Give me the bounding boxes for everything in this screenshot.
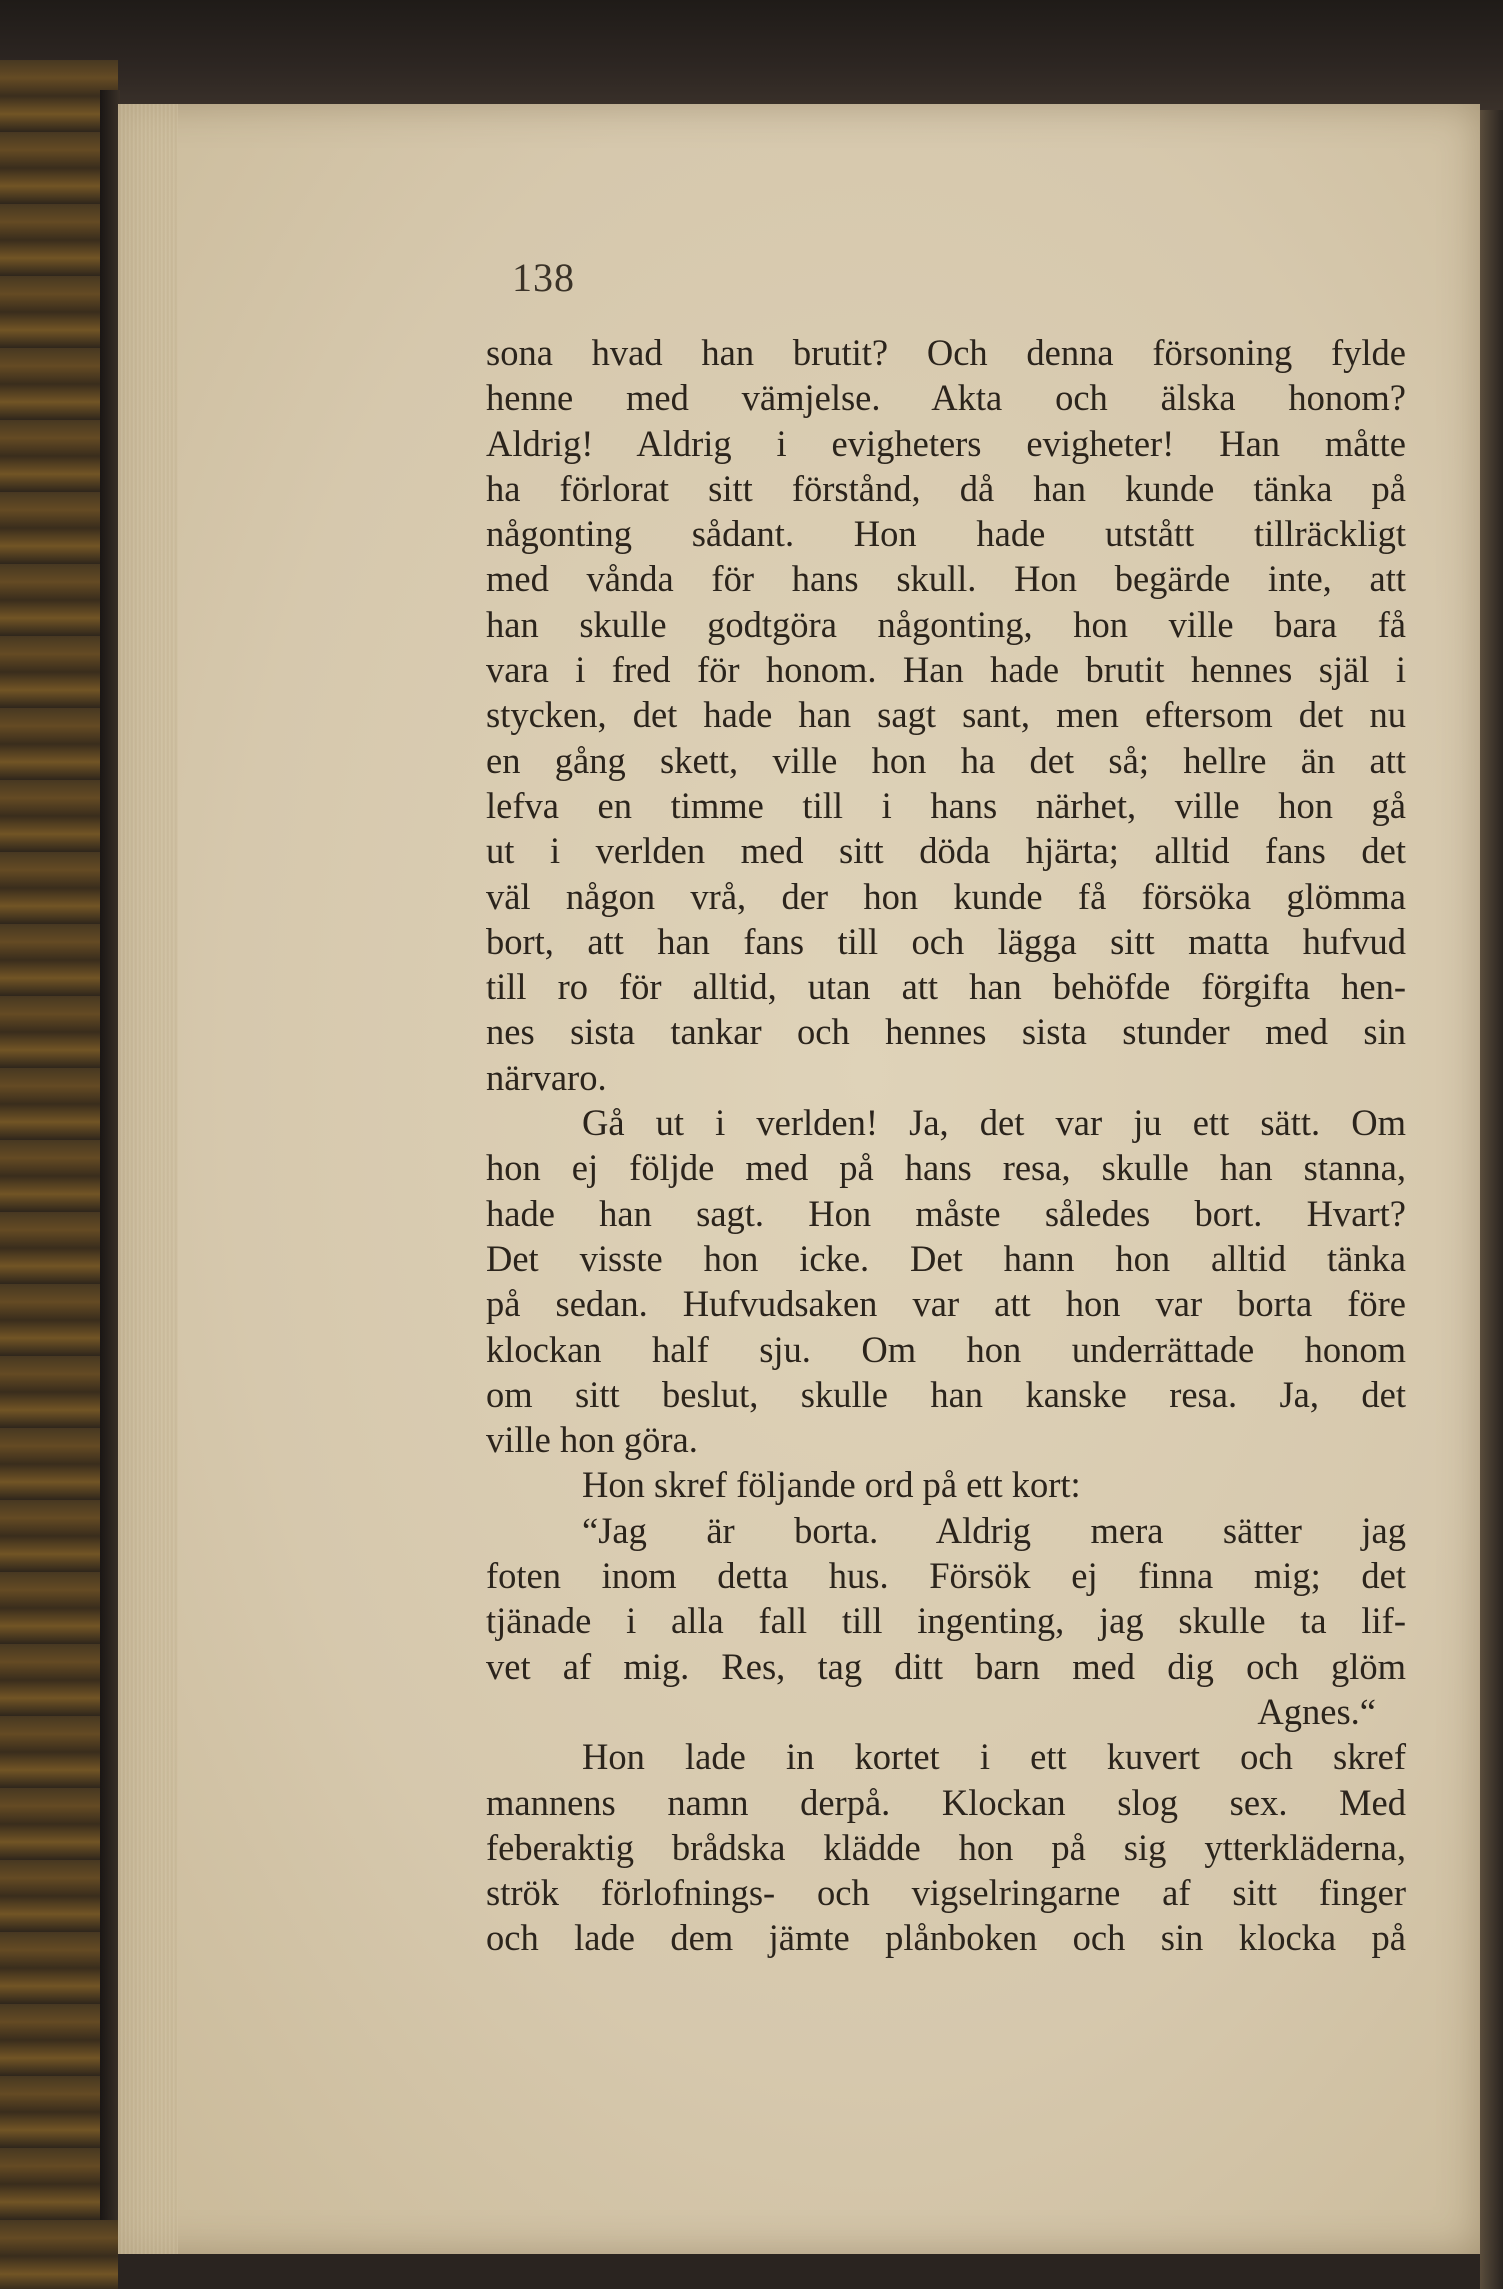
text-line: bort, att han fans till och lägga sitt matta hufvud: [486, 920, 1406, 962]
text-line: strök förlofnings- och vigselringarne af sitt finger: [486, 1872, 1406, 1914]
text-line: och lade dem jämte plånboken och sin klocka på: [486, 1917, 1406, 1959]
text-line: lefva en timme till i hans närhet, ville hon gå: [486, 784, 1406, 826]
text-line: en gång skett, ville hon ha det så; hellre än att: [486, 739, 1406, 781]
text-line: väl någon vrå, der hon kunde få försöka glömma: [486, 875, 1406, 917]
page-stack-edges: [118, 104, 178, 2254]
spine-shadow: [100, 90, 120, 2220]
text-line: stycken, det hade han sagt sant, men eftersom det nu: [486, 694, 1406, 736]
text-line: närvaro.: [486, 1056, 607, 1098]
text-line: henne med vämjelse. Akta och älska honom?: [486, 377, 1406, 419]
text-line: ville hon göra.: [486, 1419, 698, 1461]
text-line: med vånda för hans skull. Hon begärde inte, att: [486, 558, 1406, 600]
text-line: till ro för alltid, utan att han behöfde förgifta hen-: [486, 966, 1406, 1008]
text-line: klockan half sju. Om hon underrättade honom: [486, 1328, 1406, 1370]
text-line: feberaktig brådska klädde hon på sig ytterkläderna,: [486, 1826, 1406, 1868]
text-line: Aldrig! Aldrig i evigheters evigheter! Han måtte: [486, 422, 1406, 464]
text-line: ha förlorat sitt förstånd, då han kunde tänka på: [486, 467, 1406, 509]
text-line: “Jag är borta. Aldrig mera sätter jag: [582, 1509, 1406, 1551]
text-line: Hon skref följande ord på ett kort:: [582, 1464, 1081, 1506]
text-line: vara i fred för honom. Han hade brutit hennes själ i: [486, 649, 1406, 691]
text-line: ut i verlden med sitt döda hjärta; alltid fans det: [486, 830, 1406, 872]
text-line: tjänade i alla fall till ingenting, jag skulle ta lif-: [486, 1600, 1406, 1642]
text-line: han skulle godtgöra någonting, hon ville bara få: [486, 603, 1406, 645]
text-line: foten inom detta hus. Försök ej finna mig; det: [486, 1555, 1406, 1597]
text-line: hon ej följde med på hans resa, skulle han stanna,: [486, 1147, 1406, 1189]
text-line: någonting sådant. Hon hade utstått tillräckligt: [486, 513, 1406, 555]
text-line-signature: Agnes.“: [1257, 1690, 1376, 1732]
page-right-edge: [1480, 110, 1503, 2289]
page-number: 138: [512, 255, 575, 300]
text-line: vet af mig. Res, tag ditt barn med dig och glöm: [486, 1645, 1406, 1687]
text-line: mannens namn derpå. Klockan slog sex. Med: [486, 1781, 1406, 1823]
text-line: Det visste hon icke. Det hann hon alltid tänka: [486, 1237, 1406, 1279]
text-line: Gå ut i verlden! Ja, det var ju ett sätt. Om: [582, 1102, 1406, 1144]
text-line: hade han sagt. Hon måste således bort. Hvart?: [486, 1192, 1406, 1234]
text-line: nes sista tankar och hennes sista stunder med sin: [486, 1011, 1406, 1053]
text-line: sona hvad han brutit? Och denna försoning fylde: [486, 332, 1406, 373]
text-line: Hon lade in kortet i ett kuvert och skref: [582, 1736, 1406, 1778]
text-line: om sitt beslut, skulle han kanske resa. Ja, det: [486, 1373, 1406, 1415]
text-line: på sedan. Hufvudsaken var att hon var borta före: [486, 1283, 1406, 1325]
page-text: [486, 330, 1406, 1961]
book-cover-top: [0, 0, 1503, 110]
